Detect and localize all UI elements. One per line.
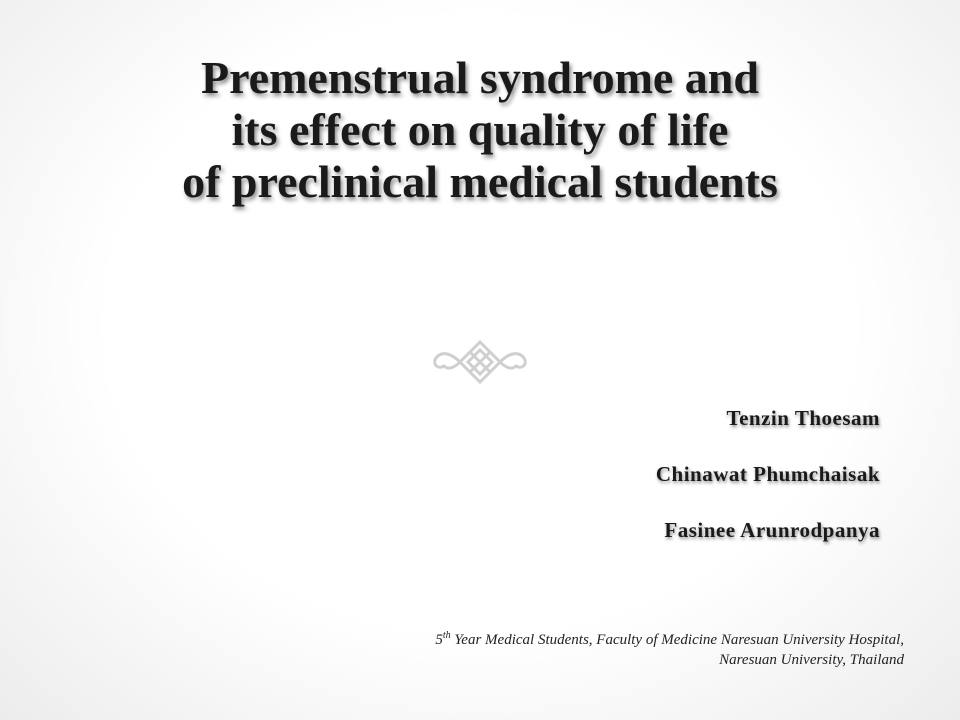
affiliation	[264, 626, 904, 670]
affiliation-line-1	[264, 626, 904, 650]
slide-title	[40, 52, 920, 208]
decorative-flourish-icon	[430, 336, 530, 388]
author-name: Chinawat Phumchaisak	[655, 462, 880, 486]
affiliation-text: Year Medical Students, Faculty of Medicine Naresuan University Hospital,	[450, 632, 904, 648]
authors-list	[480, 405, 880, 573]
year-number: 5	[435, 632, 443, 648]
title-line: of preclinical medical students	[182, 156, 778, 207]
ordinal-suffix: th	[442, 630, 451, 641]
title-line: its effect on quality of life	[231, 104, 729, 155]
affiliation-line-2: Naresuan University, Thailand	[719, 652, 904, 668]
author-name: Tenzin Thoesam	[726, 406, 880, 430]
title-line: Premenstrual syndrome and	[201, 52, 759, 103]
author-name: Fasinee Arunrodpanya	[664, 518, 880, 542]
